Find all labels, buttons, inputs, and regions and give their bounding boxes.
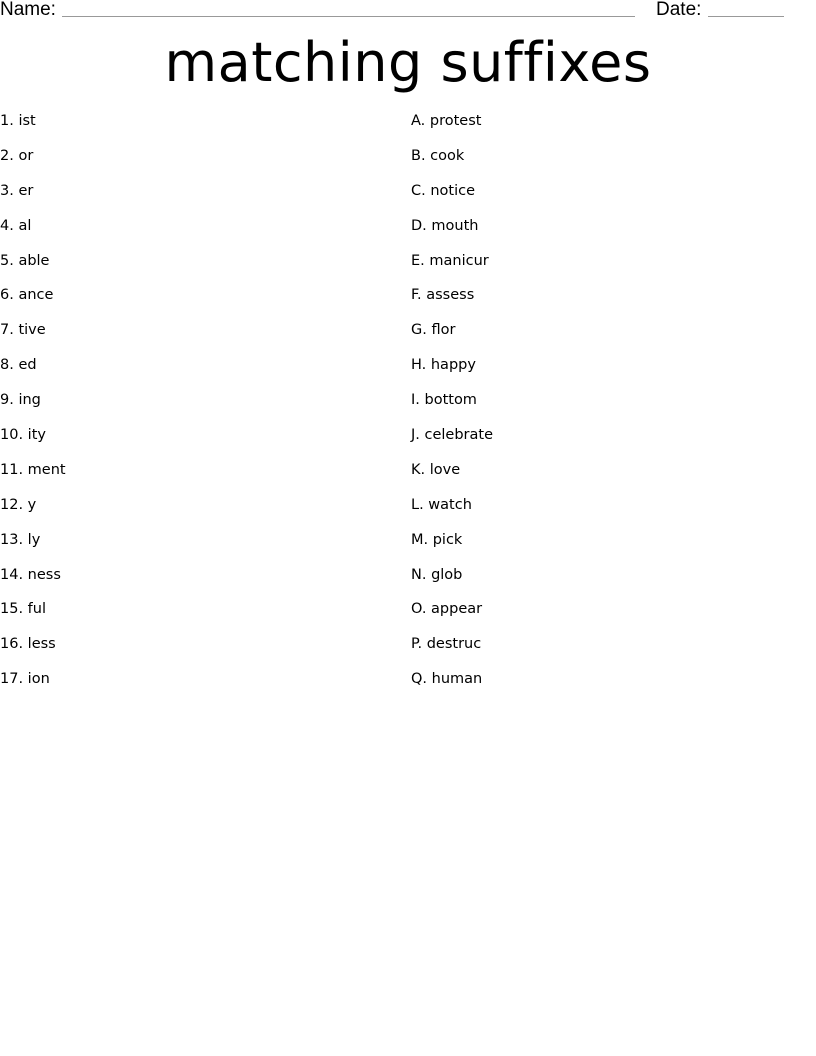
date-blank-line	[708, 16, 784, 17]
word-item: F. assess	[411, 287, 475, 304]
name-blank-line	[62, 16, 635, 17]
suffix-item: 1. ist	[0, 113, 36, 129]
suffix-item: 3. er	[0, 182, 34, 199]
suffix-item: 6. ance	[0, 287, 54, 304]
word-item: C. notice	[411, 182, 476, 199]
word-item: L. watch	[411, 496, 472, 513]
suffix-item: 10. ity	[0, 427, 46, 444]
suffix-item: 8. ed	[0, 357, 37, 374]
suffix-item: 13. ly	[0, 531, 41, 548]
word-item: P. destruc	[411, 636, 482, 653]
word-item: Q. human	[411, 671, 483, 688]
word-item: O. appear	[411, 601, 483, 618]
suffix-item: 14. ness	[0, 566, 61, 583]
word-item: J. celebrate	[411, 427, 493, 444]
word-item: I. bottom	[411, 392, 477, 409]
word-item: G. flor	[411, 322, 456, 339]
word-item: M. pick	[411, 531, 463, 548]
suffix-item: 9. ing	[0, 392, 41, 409]
word-item: H. happy	[411, 357, 476, 374]
suffix-item: 11. ment	[0, 461, 66, 478]
suffix-item: 4. al	[0, 217, 32, 234]
suffix-item: 15. ful	[0, 601, 46, 618]
name-label: Name:	[0, 0, 56, 20]
suffix-item: 7. tive	[0, 322, 46, 339]
worksheet-header	[0, 0, 816, 24]
word-list	[411, 108, 493, 701]
worksheet-title: matching suffixes	[164, 31, 652, 94]
word-item: N. glob	[411, 566, 463, 583]
word-item: E. manicur	[411, 252, 489, 269]
date-label: Date:	[656, 0, 702, 20]
suffix-item: 12. y	[0, 496, 37, 513]
word-item: K. love	[411, 461, 461, 478]
word-item: B. cook	[411, 147, 465, 164]
suffix-list	[0, 108, 66, 701]
word-item: D. mouth	[411, 217, 479, 234]
suffix-item: 2. or	[0, 147, 34, 164]
word-item: A. protest	[411, 113, 482, 129]
suffix-item: 5. able	[0, 252, 50, 269]
suffix-item: 16. less	[0, 636, 56, 653]
suffix-item: 17. ion	[0, 671, 50, 688]
